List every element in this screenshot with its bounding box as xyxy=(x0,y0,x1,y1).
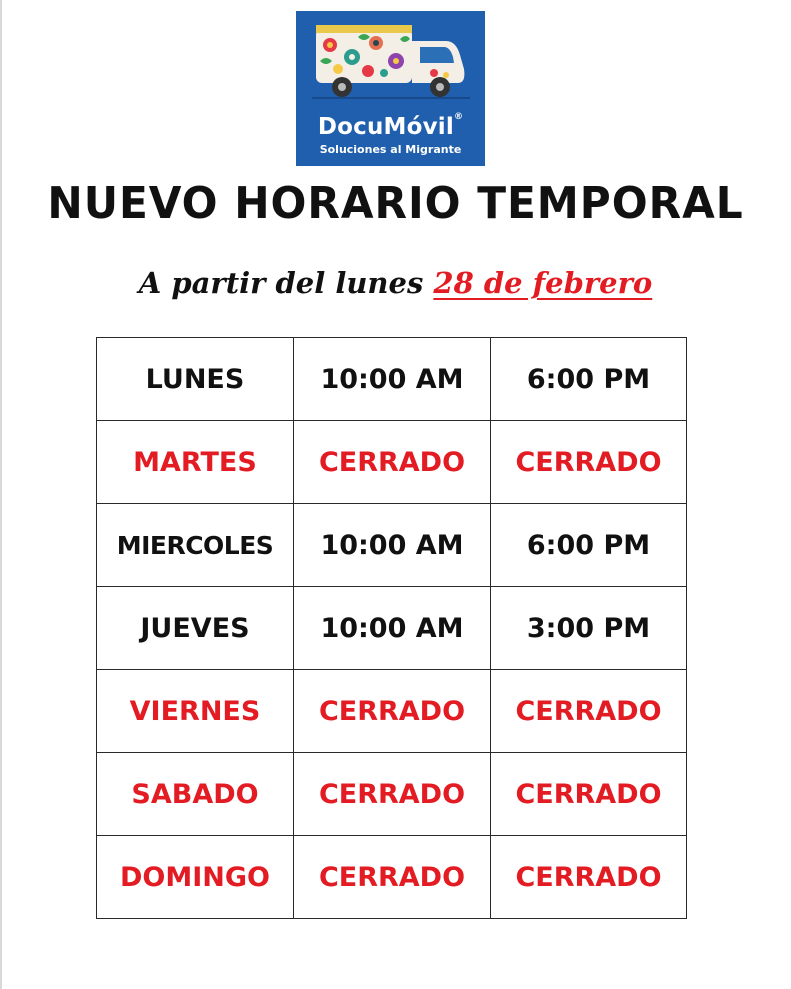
table-row xyxy=(97,836,687,919)
open-time-cell: CERRADO xyxy=(294,670,491,753)
close-time-cell: 3:00 PM xyxy=(491,587,687,670)
close-time-cell: CERRADO xyxy=(491,421,687,504)
table-row xyxy=(97,338,687,421)
effective-date-prefix: A partir del lunes xyxy=(138,266,424,300)
documovil-logo xyxy=(296,11,485,166)
close-time-cell: CERRADO xyxy=(491,670,687,753)
day-cell: MIERCOLES xyxy=(97,504,294,587)
open-time-cell: CERRADO xyxy=(294,836,491,919)
open-time-cell: CERRADO xyxy=(294,421,491,504)
table-row xyxy=(97,670,687,753)
day-cell: MARTES xyxy=(97,421,294,504)
effective-date-line xyxy=(0,266,791,300)
open-time-cell: 10:00 AM xyxy=(294,504,491,587)
table-row xyxy=(97,504,687,587)
page-title: NUEVO HORARIO TEMPORAL xyxy=(47,178,744,229)
open-time-cell: 10:00 AM xyxy=(294,587,491,670)
food-truck-icon xyxy=(296,11,485,111)
day-cell: VIERNES xyxy=(97,670,294,753)
brand-tagline: Soluciones al Migrante xyxy=(319,143,462,156)
open-time-cell: CERRADO xyxy=(294,753,491,836)
table-row xyxy=(97,753,687,836)
day-cell: SABADO xyxy=(97,753,294,836)
table-row xyxy=(97,587,687,670)
close-time-cell: CERRADO xyxy=(491,753,687,836)
close-time-cell: CERRADO xyxy=(491,836,687,919)
day-cell: LUNES xyxy=(97,338,294,421)
table-row xyxy=(97,421,687,504)
day-cell: JUEVES xyxy=(97,587,294,670)
brand-name: DocuMóvil® xyxy=(317,112,464,140)
day-cell: DOMINGO xyxy=(97,836,294,919)
close-time-cell: 6:00 PM xyxy=(491,338,687,421)
registered-mark: ® xyxy=(453,112,464,122)
open-time-cell: 10:00 AM xyxy=(294,338,491,421)
schedule-table xyxy=(96,337,687,919)
effective-date: 28 de febrero xyxy=(433,266,653,300)
left-border xyxy=(0,0,2,989)
close-time-cell: 6:00 PM xyxy=(491,504,687,587)
